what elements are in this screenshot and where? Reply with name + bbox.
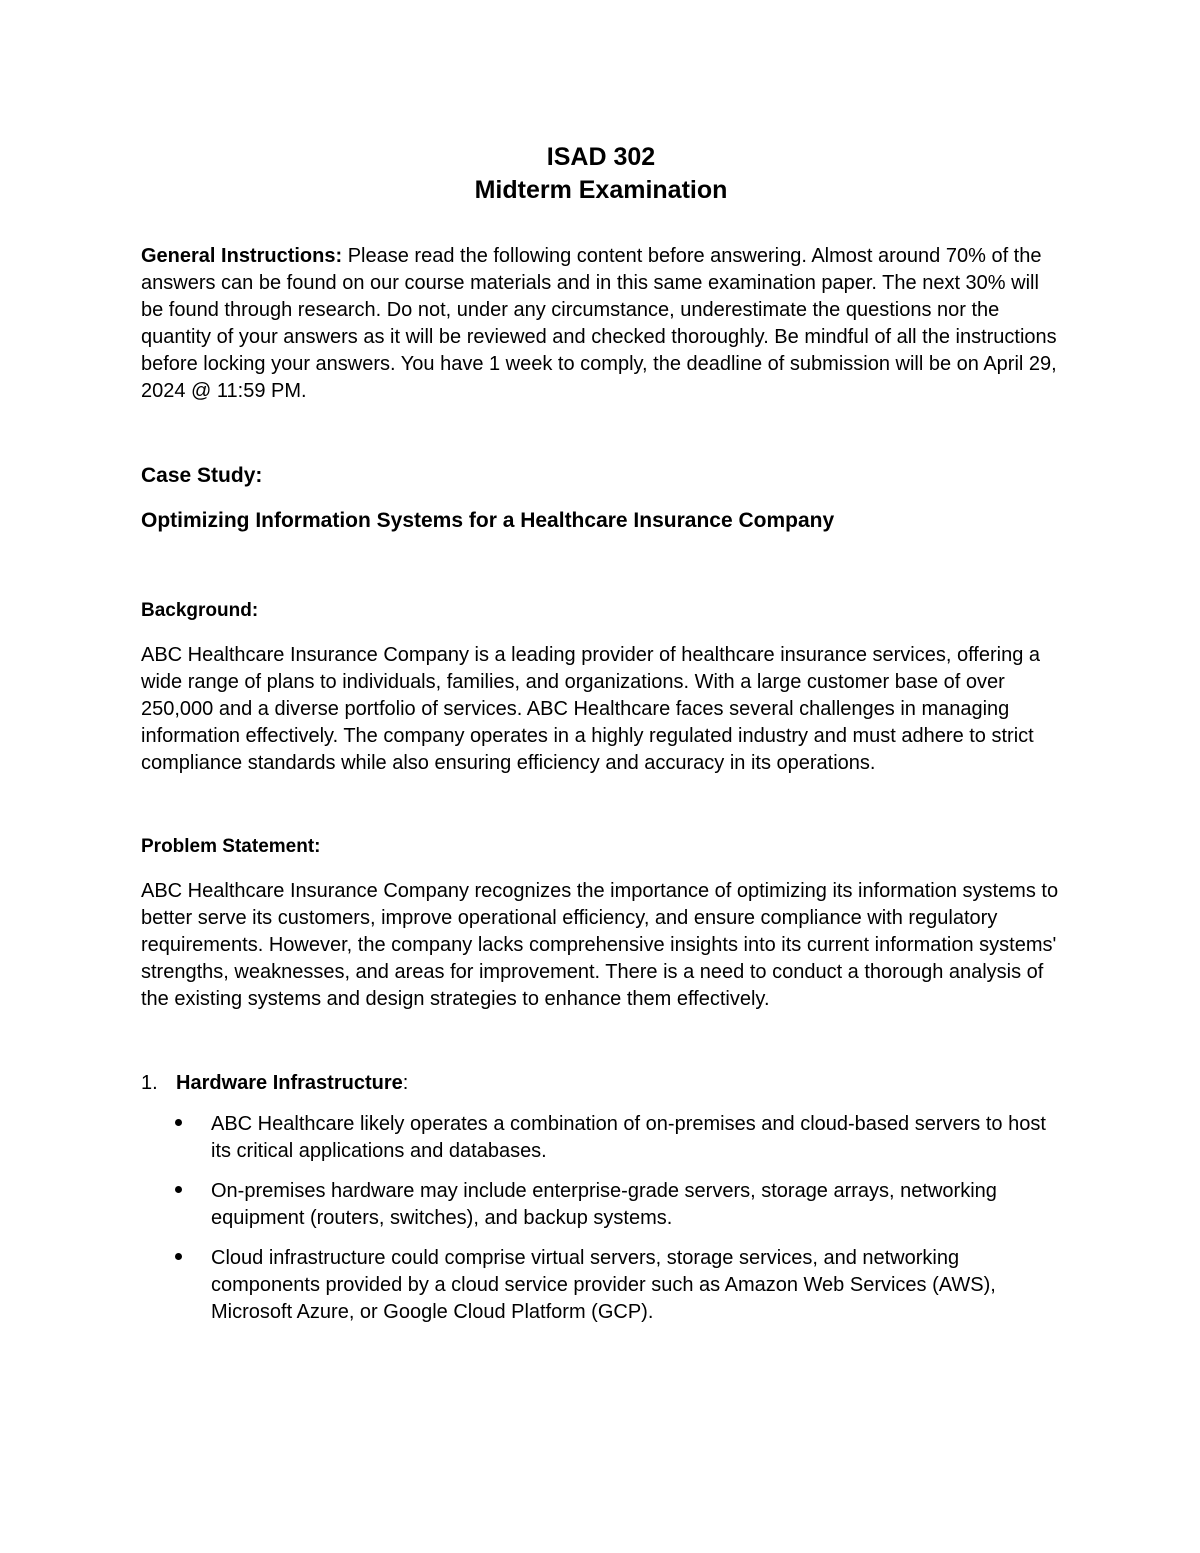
exam-name: Midterm Examination xyxy=(474,176,728,204)
background-text: ABC Healthcare Insurance Company is a leading provider of healthcare insurance services, offering a wide range of plans to individuals, families, and organizations. With a large customer base of over 250,000 and a diverse portfolio of services. ABC Healthcare faces several challenges in managing information effectively. The company operates in a highly regulated industry and must adhere to strict compliance standards while also ensuring efficiency and accuracy in its operations. xyxy=(141,644,1041,774)
section-heading-hardware xyxy=(141,1070,1061,1097)
bullet-icon xyxy=(141,1111,211,1165)
instructions-label: General Instructions: xyxy=(141,245,343,267)
list-item xyxy=(141,1245,1061,1326)
general-instructions xyxy=(141,243,1061,405)
document-content xyxy=(141,141,1061,1339)
bullet-icon xyxy=(141,1245,211,1326)
section-title: Hardware Infrastructure xyxy=(176,1072,403,1094)
hardware-bullet-list xyxy=(141,1111,1061,1326)
bullet-icon xyxy=(141,1178,211,1232)
list-item xyxy=(141,1178,1061,1232)
section-title-suffix: : xyxy=(402,1072,409,1094)
section-number: 1. xyxy=(141,1072,158,1094)
course-code: ISAD 302 xyxy=(546,143,656,171)
problem-statement-heading: Problem Statement: xyxy=(141,836,321,857)
case-study-label: Case Study: xyxy=(141,464,263,487)
bullet-text: On-premises hardware may include enterprise-grade servers, storage arrays, networking equipment (routers, switches), and backup systems. xyxy=(211,1180,997,1229)
bullet-text: ABC Healthcare likely operates a combination of on-premises and cloud-based servers to host its critical applications and databases. xyxy=(211,1113,1046,1162)
instructions-text: Please read the following content before answering. Almost around 70% of the answers can be found on our course materials and in this same examination paper. The next 30% will be found through research. Do not, under any circumstance, underestimate the questions nor the quantity of your answers as it will be reviewed and checked thoroughly. Be mindful of all the instructions before locking your answers. You have 1 week to comply, the deadline of submission will be on April 29, 2024 @ 11:59 PM. xyxy=(141,245,1057,402)
bullet-text: Cloud infrastructure could comprise virtual servers, storage services, and networking components provided by a cloud service provider such as Amazon Web Services (AWS), Microsoft Azure, or Google Cloud Platform (GCP). xyxy=(211,1247,996,1323)
case-study-title: Optimizing Information Systems for a Healthcare Insurance Company xyxy=(141,509,835,532)
problem-statement-text: ABC Healthcare Insurance Company recognizes the importance of optimizing its information systems to better serve its customers, improve operational efficiency, and ensure compliance with regulatory requirements. However, the company lacks comprehensive insights into its current information systems' strengths, weaknesses, and areas for improvement. There is a need to conduct a thorough analysis of the existing systems and design strategies to enhance them effectively. xyxy=(141,880,1059,1010)
list-item xyxy=(141,1111,1061,1165)
background-heading: Background: xyxy=(141,600,259,621)
exam-title xyxy=(141,141,1061,207)
